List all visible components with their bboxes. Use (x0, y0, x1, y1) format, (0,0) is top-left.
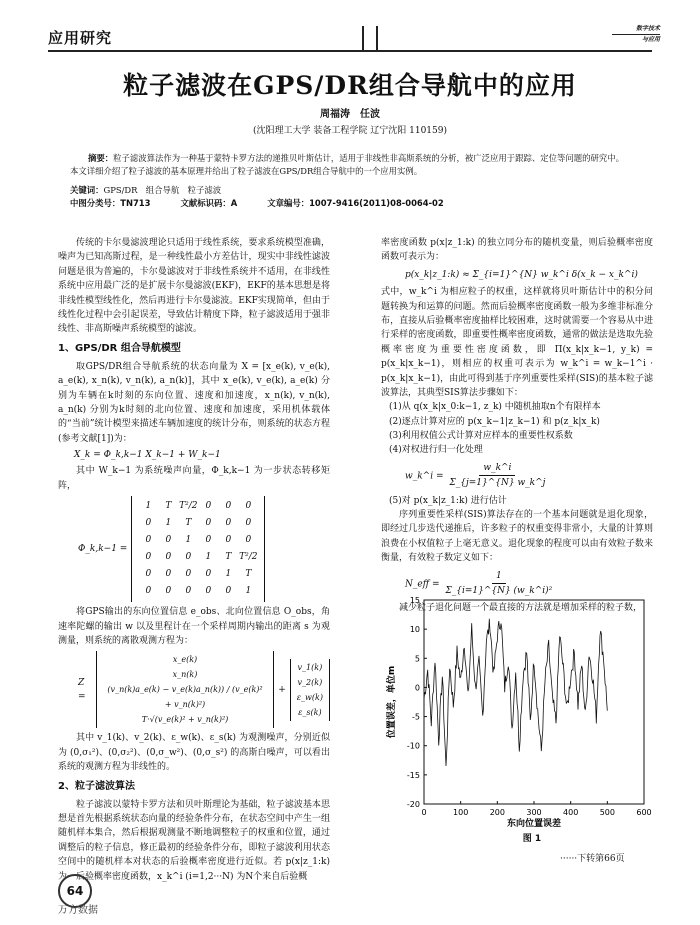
paragraph: 粒子滤波以蒙特卡罗方法和贝叶斯理论为基础，粒子滤波基本思想是首先根据系统状态向量的经验条件分布，在状态空间中产生一组随机样本集合，然后根据观测量不断地调整粒子的权重和位置，通过调整后的粒子信息，修正最初的经验条件分布，即粒子滤波利用状态空间中的随机样本对状态的后验概率密度进行近似。若 p(x|z_1:k) 为一后验概率密度函数，x_k^i (i=1,2···N) 为N个来自后验概 (58, 799, 330, 882)
paragraph: 其中 v_1(k)、v_2(k)、ε_w(k)、ε_s(k) 为观测噪声，分别近似为 (0,σ₁²)、(0,σ₂²)、(0,σ_w²)、(0,σ_s²) 的高斯白噪声，可以看出系统的观测方程为非线性的。 (58, 733, 330, 773)
section-heading: 1、GPS/DR 组合导航模型 (58, 342, 181, 354)
matrix-cell: 0 (165, 552, 172, 563)
y-tick-label: 15 (409, 596, 420, 605)
paragraph: 率密度函数 p(x|z_1:k) 的独立同分布的随机变量，则后验概率密度函数可表示为： (381, 238, 653, 263)
article-meta (70, 197, 590, 210)
continued-note: ······下转第66页 (560, 854, 625, 864)
matrix-cell: 0 (205, 501, 212, 512)
matrix-cell: 1 (165, 518, 172, 529)
paragraph: 减少粒子退化问题一个最直接的方法就是增加采样的粒子数， (399, 603, 643, 614)
clc-number: 中图分类号：TN713 (70, 198, 151, 208)
doc-code: 文献标识码：A (180, 198, 238, 208)
matrix-cell: 0 (145, 586, 152, 597)
x-tick-label: 0 (421, 808, 427, 817)
y-tick-label: -5 (412, 712, 420, 722)
abstract: 摘要：粒子滤波算法作为一种基于蒙特卡罗方法的递推贝叶斯估计，适用于非线性非高斯系统的分析，被广泛应用于跟踪、定位等问题的研究中。本文详细介绍了粒子滤波的基本原理并给出了粒子滤波在GPS/DR组合导航中的一个应用实例。 (70, 153, 624, 176)
list-item: (5)对 p(x_k|z_1:k) 进行估计 (389, 495, 507, 506)
matrix-cell: T (245, 569, 252, 580)
transition-matrix: Φ_k,k−1 = 1 T T²/2 0 0 0 0 1 T 0 0 0 0 0 1 0 0 0 0 0 0 1 T T²/2 0 0 0 0 1 T 0 0 0 0 0 1 (78, 496, 330, 602)
plot-frame (424, 600, 644, 804)
matrix-cell: 0 (205, 586, 212, 597)
vector-entry: T·√(v_e(k)² + v_n(k)²) (141, 715, 229, 725)
left-column (58, 236, 330, 885)
matrix-cell: 0 (185, 586, 192, 597)
matrix-cell: T²/2 (239, 552, 258, 563)
y-tick-label: 0 (414, 683, 420, 693)
matrix-cell: 0 (225, 501, 232, 512)
matrix-cell: T²/2 (179, 501, 198, 512)
y-tick-label: 10 (409, 625, 420, 635)
article-number: 文章编号：1007-9416(2011)08-0064-02 (267, 198, 444, 208)
noise-vector (290, 659, 330, 721)
matrix-cell: 0 (185, 552, 192, 563)
x-tick-label: 300 (526, 808, 542, 817)
watermark: 万方数据 (58, 905, 98, 916)
y-axis-label: 位置误差，单位m (387, 665, 397, 739)
matrix-cell: 0 (145, 552, 152, 563)
list-item: (1)从 q(x_k|x_0:k−1, z_k) 中随机抽取n个有限样本 (389, 402, 601, 413)
right-column (381, 236, 653, 617)
paragraph: 将GPS输出的东向位置信息 e_obs、北向位置信息 O_obs，角速率陀螺的输出 w 以及里程计在一个采样周期内输出的距离 s 为观测量，则系统的离散观测方程为： (58, 607, 330, 647)
matrix-cell: 0 (245, 501, 252, 512)
matrix-cell: 0 (245, 535, 252, 546)
section-label: 应用研究 (48, 29, 113, 47)
keywords: 关键词：GPS/DR 组合导航 粒子滤波 (70, 185, 222, 195)
matrix-table (138, 498, 258, 600)
x-tick-label: 600 (636, 808, 652, 817)
x-axis-label: 东向位置误差 (506, 819, 562, 829)
matrix-cell: 0 (245, 518, 252, 529)
vector-entry: v_2(k) (297, 677, 323, 687)
observation-vector (96, 651, 274, 728)
paragraph: 其中 W_k−1 为系统噪声向量，Φ_k,k−1 为一步状态转移矩阵， (58, 466, 330, 491)
x-tick-label: 400 (563, 808, 579, 817)
list-item: (2)逐点计算对应的 p(x_k−1|z_k−1) 和 p(z_k|x_k) (389, 416, 600, 427)
matrix-cell: 1 (145, 501, 152, 512)
matrix-cell: 0 (205, 535, 212, 546)
observation-equation: Z = x_e(k) x_n(k) (v_n(k)a_e(k) − v_e(k)a_n(k)) / (v_e(k)² + v_n(k)²) T·√(v_e(k)² + v_n(k)²) + v_1(k) v_2(k) ε_w(k) ε_s(k) (78, 651, 330, 728)
algorithm-steps (381, 400, 653, 458)
matrix-cell: 0 (205, 569, 212, 580)
vector-entry: x_e(k) (172, 655, 198, 665)
list-item: (4)对权进行归一化处理 (389, 445, 483, 456)
x-tick-label: 500 (599, 808, 615, 817)
x-tick-label: 100 (453, 808, 469, 817)
affiliation: (沈阳理工大学 装备工程学院 辽宁沈阳 110159) (253, 126, 447, 136)
y-tick-label: 5 (414, 654, 420, 664)
matrix-cell: 1 (245, 586, 252, 597)
matrix-cell: 0 (225, 586, 232, 597)
paragraph: 序列重要性采样(SIS)算法存在的一个基本问题就是退化现象，即经过几步迭代递推后，许多粒子的权重变得非常小，大量的计算则浪费在小权值粒子上毫无意义。退化现象的程度可以由有效粒子数来衡量，有效粒子数定义如下： (381, 510, 653, 564)
matrix-cell: 0 (225, 518, 232, 529)
header-rule (48, 50, 652, 52)
matrix-cell: 0 (165, 586, 172, 597)
matrix-cell: 0 (165, 569, 172, 580)
vector-entry: x_n(k) (172, 670, 198, 680)
error-chart (382, 592, 654, 832)
intro-paragraph: 传统的卡尔曼滤波理论只适用于线性系统，要求系统模型准确，噪声为已知高斯过程，是一种线性最小方差估计，现实中非线性滤波问题是很为普遍的，卡尔曼滤波对于非线性系统并不适用，在非线性系统中应用最广泛的是扩展卡尔曼滤波(EKF)，EKF的基本思想是将非线性模型线性化，然后再进行卡尔曼滤波。EKF实现简单，但由于线性化过程中会引起误差，导致估计精度下降，粒子滤波适用于强非线性、非高斯噪声系统模型的滤波。 (58, 238, 330, 335)
y-tick-label: -20 (406, 800, 420, 809)
matrix-cell: 0 (145, 569, 152, 580)
authors: 周福涛 任波 (320, 109, 380, 120)
matrix-cell: T (185, 518, 192, 529)
vector-entry: ε_s(k) (298, 707, 322, 717)
list-item: (3)利用权值公式计算对应样本的重要性权系数 (389, 431, 573, 442)
figure-caption: 图 1 (522, 834, 542, 844)
header-divider (376, 26, 378, 50)
matrix-cell: T (165, 501, 172, 512)
page-number: 64 (58, 874, 92, 908)
vector-entry: v_1(k) (297, 662, 323, 672)
posterior-formula: p(x_k|z_1:k) ≈ Σ_{i=1}^{N} w_k^i δ(x_k − x_k^i) (405, 269, 638, 280)
matrix-cell: 0 (205, 518, 212, 529)
matrix-cell: 0 (145, 535, 152, 546)
vector-entry: (v_n(k)a_e(k) − v_e(k)a_n(k)) / (v_e(k)² + v_n(k)²) (107, 685, 263, 710)
plus-sign: + (278, 684, 286, 695)
matrix-cell: 0 (145, 518, 152, 529)
vector-entry: ε_w(k) (296, 692, 323, 702)
normalization-formula: w_k^i = $\frac{w\_k\^{}i}{\Sigma\_\{j=1\}\^{}\{N\} w\_k\^{}j}$ (405, 462, 546, 489)
matrix-cell: 0 (165, 535, 172, 546)
state-equation: X_k = Φ_k,k−1 X_k−1 + W_k−1 (74, 450, 221, 461)
matrix-cell: 1 (205, 552, 212, 563)
matrix-cell: 0 (225, 535, 232, 546)
matrix-cell: 1 (225, 569, 232, 580)
y-tick-label: -10 (406, 741, 420, 751)
matrix-cell: 0 (185, 569, 192, 580)
neff-formula: N_eff = $\frac{1}{\text{Σ\_\{i=1\}\textasciicircum{}\{N\} (w\_k\textasciicircum{}i)²}}$ (405, 570, 553, 596)
section-heading: 2、粒子滤波算法 (58, 780, 135, 792)
paragraph: 式中，w_k^i 为相应粒子的权重，这样就将贝叶斯估计中的积分问题转换为和运算的问题。然而后验概率密度函数一般为多维非标准分布，直接从后验概率密度抽样比较困难，这时就需要一个容易从中进行采样的密度函数，即重要性概率密度函数，通常的做法是选取先验概率密度为重要性密度函数，即 Π(x_k|x_k−1, y_k) = p(x_k|x_k−1)，则相应的权重可表示为 w_k^i = w_k−1^i · p(x_k|x_k−1)，由此可得到基于序列重要性采样(SIS)的基本粒子滤波算法，其典型SIS算法步骤如下： (381, 287, 653, 398)
journal-logo: 数字技术 与应用 (612, 24, 660, 54)
paper-title: 粒子滤波在GPS/DR组合导航中的应用 (123, 71, 577, 100)
matrix-cell: T (225, 552, 232, 563)
y-tick-label: -15 (406, 770, 420, 780)
paragraph: 取GPS/DR组合导航系统的状态向量为 X = [x_e(k), v_e(k), a_e(k), x_n(k), v_n(k), a_n(k)]，其中 x_e(k), v_e(k), a_e(k) 分别为车辆在k时刻的东向位置、速度和加速度，x_n(k), v_n(k), a_n(k) 分别为k时刻的北向位置、速度和加速度，采用机体载体的“当前”统计模型来描述车辆加速度的统计分布，则系统的状态方程(参考文献[1])为： (58, 361, 330, 444)
series-line (424, 619, 607, 766)
header-divider (362, 26, 364, 50)
matrix-cell: 1 (185, 535, 192, 546)
x-tick-label: 200 (489, 808, 505, 817)
